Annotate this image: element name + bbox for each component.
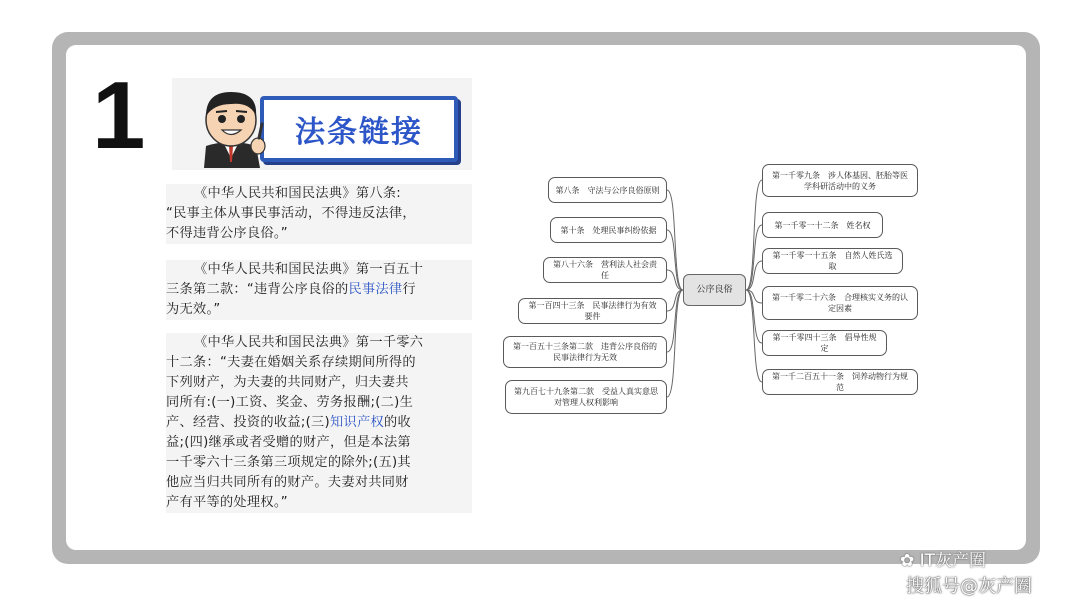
text-line: 不得违背公序良俗。” bbox=[166, 224, 472, 244]
text-line: 产有平等的处理权。” bbox=[166, 493, 472, 513]
connector-line bbox=[667, 190, 683, 290]
text-line: 为无效。” bbox=[166, 300, 472, 320]
mindmap-left-node: 第一百五十三条第二款 违背公序良俗的民事法律行为无效 bbox=[503, 336, 667, 368]
mindmap-right-node: 第一千零一十五条 自然人姓氏选取 bbox=[762, 248, 903, 274]
text-line: 同所有:(一)工资、奖金、劳务报酬;(二)生 bbox=[166, 393, 472, 413]
text-line: 产、经营、投资的收益;(三) bbox=[166, 415, 330, 430]
text-line: 行 bbox=[402, 282, 416, 297]
article-153-text bbox=[166, 260, 472, 320]
sohu-watermark: 搜狐号@灰产圈 bbox=[906, 576, 1032, 597]
civil-juristic-act-term: 民事法律 bbox=[348, 282, 403, 297]
section-number: 1 bbox=[92, 62, 146, 169]
wechat-watermark bbox=[900, 546, 986, 571]
mindmap-right-node: 第一千零二十六条 合理核实义务的认定因素 bbox=[762, 286, 918, 320]
text-line: 《中华人民共和国民法典》第八条: bbox=[194, 186, 402, 201]
text-line: 一千零六十三条第三项规定的除外;(五)其 bbox=[166, 453, 472, 473]
article-1062-text bbox=[166, 333, 472, 513]
mindmap-right-node: 第一千零九条 涉人体基因、胚胎等医学科研活动中的义务 bbox=[762, 164, 918, 197]
mindmap-right-node: 第一千二百五十一条 饲养动物行为规范 bbox=[762, 369, 918, 395]
text-line: 下列财产，为夫妻的共同财产，归夫妻共 bbox=[166, 373, 472, 393]
text-line: “民事主体从事民事活动，不得违反法律， bbox=[166, 204, 472, 224]
text-line: 益;(四)继承或者受赠的财产，但是本法第 bbox=[166, 433, 472, 453]
banner bbox=[260, 96, 458, 162]
mindmap-left-node: 第八十六条 营利法人社会责任 bbox=[543, 257, 667, 283]
mindmap-left-node: 第十条 处理民事纠纷依据 bbox=[550, 217, 667, 243]
mindmap-center-node: 公序良俗 bbox=[683, 274, 746, 306]
intellectual-property-term: 知识产权 bbox=[330, 415, 384, 430]
text-line: 三条第二款：“违背公序良俗的 bbox=[166, 282, 349, 297]
mindmap-right-node: 第一千零一十二条 姓名权 bbox=[762, 212, 883, 238]
banner-title: 法条链接 bbox=[295, 115, 423, 150]
text-line: 他应当归共同所有的财产。夫妻对共同财 bbox=[166, 473, 472, 493]
mindmap-right-node: 第一千零四十三条 倡导性规定 bbox=[762, 330, 887, 356]
text-line: 《中华人民共和国民法典》第一百五十 bbox=[194, 262, 424, 277]
cartoon-lawyer-icon bbox=[186, 84, 276, 168]
connector-line bbox=[746, 261, 762, 290]
connector-line bbox=[667, 290, 683, 397]
mindmap bbox=[500, 160, 925, 420]
mindmap-left-node: 第九百七十九条第二款 受益人真实意思对管理人权利影响 bbox=[505, 380, 667, 414]
text-line: 十二条：“夫妻在婚姻关系存续期间所得的 bbox=[166, 353, 472, 373]
wechat-watermark-text: IT灰产圈 bbox=[919, 551, 987, 571]
wechat-icon: ✿ bbox=[900, 551, 920, 571]
text-line: 《中华人民共和国民法典》第一千零六 bbox=[194, 335, 424, 350]
text-line: 的收 bbox=[383, 415, 411, 430]
article-8-text bbox=[166, 184, 472, 244]
mindmap-left-node: 第一百四十三条 民事法律行为有效要件 bbox=[518, 298, 667, 324]
connector-line bbox=[746, 290, 762, 382]
mindmap-left-node: 第八条 守法与公序良俗原则 bbox=[548, 177, 667, 203]
